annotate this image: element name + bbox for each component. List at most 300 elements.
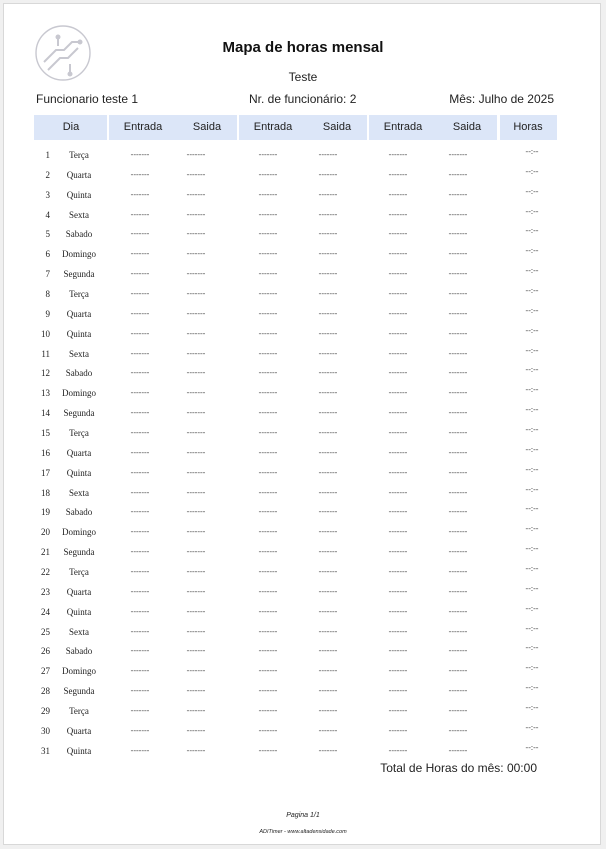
footer-credit: ADITimer - www.altadensidade.com <box>259 829 347 835</box>
time-cell: ------- <box>448 229 468 239</box>
day-number: 6 <box>45 249 50 260</box>
time-cell: ------- <box>318 567 338 577</box>
time-cell: ------- <box>318 606 338 616</box>
time-cell: ------- <box>318 289 338 299</box>
time-cell: ------- <box>448 408 468 418</box>
time-cell: ------- <box>186 606 206 616</box>
hours-cell: --:-- <box>525 544 539 554</box>
header-day <box>34 115 107 140</box>
time-cell: ------- <box>448 606 468 616</box>
time-cell: ------- <box>318 169 338 179</box>
table-row <box>4 583 602 603</box>
time-cell: ------- <box>318 428 338 438</box>
month-label: Mês: Julho de 2025 <box>449 92 554 106</box>
table-row <box>4 424 602 444</box>
weekday: Quarta <box>66 447 92 458</box>
time-cell: ------- <box>258 150 278 159</box>
day-number: 23 <box>41 586 50 597</box>
time-cell: ------- <box>448 428 468 438</box>
header-label: Dia <box>62 121 80 133</box>
weekday: Terça <box>69 706 89 717</box>
day-number: 18 <box>41 487 50 498</box>
table-row <box>4 146 602 166</box>
hours-cell: --:-- <box>525 286 539 296</box>
time-cell: ------- <box>186 169 206 179</box>
table-row <box>4 345 602 365</box>
time-cell: ------- <box>318 328 338 338</box>
time-cell: ------- <box>388 447 408 457</box>
weekday: Sexta <box>69 626 89 637</box>
day-number: 16 <box>41 447 50 458</box>
time-cell: ------- <box>130 229 150 239</box>
time-cell: ------- <box>448 269 468 279</box>
time-cell: ------- <box>388 606 408 616</box>
table-row <box>4 404 602 424</box>
time-cell: ------- <box>388 269 408 279</box>
time-cell: ------- <box>388 507 408 517</box>
time-cell: ------- <box>388 368 408 378</box>
weekday: Terça <box>69 567 89 578</box>
hours-cell: --:-- <box>525 345 539 355</box>
table-row <box>4 742 602 762</box>
time-cell: ------- <box>258 348 278 358</box>
table-row <box>4 662 602 682</box>
time-cell: ------- <box>258 527 278 537</box>
time-cell: ------- <box>130 328 150 338</box>
time-cell: ------- <box>186 150 206 159</box>
header-label: Saida <box>322 121 352 133</box>
time-cell: ------- <box>388 408 408 418</box>
weekday: Segunda <box>63 686 95 697</box>
time-cell: ------- <box>258 189 278 199</box>
time-cell: ------- <box>258 308 278 318</box>
weekday: Quinta <box>66 606 92 617</box>
time-cell: ------- <box>130 507 150 517</box>
day-number: 5 <box>45 229 50 240</box>
time-cell: ------- <box>130 725 150 735</box>
time-cell: ------- <box>186 586 206 596</box>
table-row <box>4 325 602 345</box>
time-cell: ------- <box>388 527 408 537</box>
day-number: 9 <box>45 308 50 319</box>
hours-cell: --:-- <box>525 524 539 534</box>
time-cell: ------- <box>448 348 468 358</box>
time-cell: ------- <box>186 308 206 318</box>
time-cell: ------- <box>388 467 408 477</box>
time-cell: ------- <box>318 368 338 378</box>
table-row <box>4 166 602 186</box>
time-cell: ------- <box>186 626 206 636</box>
header-hours <box>500 115 557 140</box>
time-cell: ------- <box>186 686 206 696</box>
time-cell: ------- <box>258 606 278 616</box>
time-cell: ------- <box>258 428 278 438</box>
time-cell: ------- <box>130 209 150 219</box>
table-row <box>4 305 602 325</box>
time-cell: ------- <box>388 725 408 735</box>
time-cell: ------- <box>186 249 206 259</box>
time-cell: ------- <box>388 626 408 636</box>
time-cell: ------- <box>448 308 468 318</box>
weekday: Sexta <box>69 487 89 498</box>
time-cell: ------- <box>258 467 278 477</box>
time-cell: ------- <box>258 745 278 755</box>
hours-cell: --:-- <box>525 206 539 216</box>
time-cell: ------- <box>388 348 408 358</box>
document-subtitle: Teste <box>288 70 318 84</box>
time-cell: ------- <box>448 725 468 735</box>
time-cell: ------- <box>130 567 150 577</box>
time-cell: ------- <box>318 646 338 656</box>
time-cell: ------- <box>258 666 278 676</box>
time-cell: ------- <box>448 150 468 159</box>
hours-cell: --:-- <box>525 464 539 474</box>
time-cell: ------- <box>318 467 338 477</box>
time-cell: ------- <box>258 388 278 398</box>
time-cell: ------- <box>186 467 206 477</box>
time-cell: ------- <box>186 507 206 517</box>
time-cell: ------- <box>388 567 408 577</box>
day-number: 3 <box>45 189 50 200</box>
time-cell: ------- <box>448 209 468 219</box>
time-cell: ------- <box>318 626 338 636</box>
weekday: Domingo <box>61 527 96 538</box>
weekday: Segunda <box>63 269 95 280</box>
time-cell: ------- <box>258 169 278 179</box>
hours-cell: --:-- <box>525 623 539 633</box>
time-cell: ------- <box>186 706 206 716</box>
header-label: Entrada <box>253 121 293 133</box>
table-row <box>4 503 602 523</box>
table-row <box>4 642 602 662</box>
hours-cell: --:-- <box>525 325 539 335</box>
time-cell: ------- <box>388 209 408 219</box>
time-cell: ------- <box>448 586 468 596</box>
document-title: Mapa de horas mensal <box>222 39 384 56</box>
time-cell: ------- <box>130 249 150 259</box>
time-cell: ------- <box>258 229 278 239</box>
day-number: 11 <box>41 348 50 359</box>
time-cell: ------- <box>388 686 408 696</box>
weekday: Quarta <box>66 308 92 319</box>
time-cell: ------- <box>318 706 338 716</box>
time-cell: ------- <box>448 626 468 636</box>
time-cell: ------- <box>448 189 468 199</box>
time-cell: ------- <box>318 447 338 457</box>
weekday: Terça <box>69 289 89 300</box>
time-cell: ------- <box>130 467 150 477</box>
table-row <box>4 225 602 245</box>
time-cell: ------- <box>388 328 408 338</box>
weekday: Domingo <box>61 666 96 677</box>
day-number: 21 <box>41 547 50 558</box>
table-row <box>4 563 602 583</box>
time-cell: ------- <box>186 547 206 557</box>
time-cell: ------- <box>130 527 150 537</box>
table-row <box>4 285 602 305</box>
time-cell: ------- <box>448 388 468 398</box>
hours-cell: --:-- <box>525 186 539 196</box>
time-cell: ------- <box>186 745 206 755</box>
day-number: 26 <box>41 646 50 657</box>
weekday: Quarta <box>66 169 92 180</box>
time-cell: ------- <box>186 428 206 438</box>
time-cell: ------- <box>448 169 468 179</box>
time-cell: ------- <box>318 189 338 199</box>
time-cell: ------- <box>186 289 206 299</box>
time-cell: ------- <box>258 686 278 696</box>
time-cell: ------- <box>388 666 408 676</box>
weekday: Terça <box>69 428 89 439</box>
hours-cell: --:-- <box>525 365 539 375</box>
day-number: 17 <box>41 467 50 478</box>
time-cell: ------- <box>388 586 408 596</box>
weekday: Domingo <box>61 249 96 260</box>
hours-cell: --:-- <box>525 583 539 593</box>
time-cell: ------- <box>130 745 150 755</box>
time-cell: ------- <box>318 527 338 537</box>
time-cell: ------- <box>186 666 206 676</box>
time-cell: ------- <box>130 646 150 656</box>
time-cell: ------- <box>448 507 468 517</box>
day-number: 10 <box>41 328 50 339</box>
day-number: 24 <box>41 606 50 617</box>
day-number: 31 <box>41 745 50 756</box>
time-cell: ------- <box>388 745 408 755</box>
day-number: 1 <box>45 150 50 160</box>
header-label: Entrada <box>123 121 163 133</box>
header-pair-2 <box>239 115 367 140</box>
hours-cell: --:-- <box>525 385 539 395</box>
hours-cell: --:-- <box>525 425 539 435</box>
hours-cell: --:-- <box>525 564 539 574</box>
hours-cell: --:-- <box>525 226 539 236</box>
hours-cell: --:-- <box>525 444 539 454</box>
time-cell: ------- <box>186 229 206 239</box>
time-cell: ------- <box>388 249 408 259</box>
time-cell: ------- <box>318 388 338 398</box>
table-row <box>4 543 602 563</box>
time-cell: ------- <box>318 308 338 318</box>
time-cell: ------- <box>130 388 150 398</box>
time-cell: ------- <box>448 567 468 577</box>
hours-cell: --:-- <box>525 603 539 613</box>
time-cell: ------- <box>258 567 278 577</box>
table-row <box>4 364 602 384</box>
time-cell: ------- <box>130 308 150 318</box>
time-cell: ------- <box>130 666 150 676</box>
time-cell: ------- <box>258 368 278 378</box>
day-number: 20 <box>41 527 50 538</box>
hours-cell: --:-- <box>525 305 539 315</box>
table-row <box>4 603 602 623</box>
time-cell: ------- <box>318 150 338 159</box>
table-row <box>4 722 602 742</box>
day-number: 28 <box>41 686 50 697</box>
time-cell: ------- <box>130 447 150 457</box>
time-cell: ------- <box>186 388 206 398</box>
time-cell: ------- <box>130 408 150 418</box>
time-cell: ------- <box>388 189 408 199</box>
time-cell: ------- <box>258 408 278 418</box>
header-label: Saida <box>452 121 482 133</box>
weekday: Sabado <box>65 507 93 518</box>
day-number: 25 <box>41 626 50 637</box>
hours-cell: --:-- <box>525 703 539 713</box>
day-number: 14 <box>41 408 50 419</box>
weekday: Quinta <box>66 328 92 339</box>
time-cell: ------- <box>186 209 206 219</box>
weekday: Sexta <box>69 348 89 359</box>
time-cell: ------- <box>448 467 468 477</box>
time-cell: ------- <box>448 249 468 259</box>
time-cell: ------- <box>130 686 150 696</box>
day-number: 7 <box>45 269 50 280</box>
time-cell: ------- <box>130 269 150 279</box>
table-row <box>4 464 602 484</box>
employee-name: Funcionario teste 1 <box>36 92 139 106</box>
time-cell: ------- <box>448 527 468 537</box>
time-cell: ------- <box>388 428 408 438</box>
day-number: 8 <box>45 289 50 300</box>
time-cell: ------- <box>388 229 408 239</box>
time-cell: ------- <box>258 269 278 279</box>
day-number: 15 <box>41 428 50 439</box>
table-row <box>4 702 602 722</box>
time-cell: ------- <box>130 428 150 438</box>
time-cell: ------- <box>318 487 338 497</box>
time-cell: ------- <box>130 706 150 716</box>
time-cell: ------- <box>448 447 468 457</box>
day-number: 29 <box>41 706 50 717</box>
day-number: 13 <box>41 388 50 399</box>
hours-cell: --:-- <box>525 683 539 693</box>
time-cell: ------- <box>130 169 150 179</box>
weekday: Quarta <box>66 725 92 736</box>
time-cell: ------- <box>318 507 338 517</box>
hours-cell: --:-- <box>525 504 539 514</box>
header-pair-1 <box>109 115 237 140</box>
weekday: Sabado <box>65 368 93 379</box>
table-row <box>4 444 602 464</box>
time-cell: ------- <box>388 388 408 398</box>
table-row <box>4 206 602 226</box>
time-cell: ------- <box>258 328 278 338</box>
time-cell: ------- <box>448 706 468 716</box>
hours-table-body <box>4 146 602 762</box>
time-cell: ------- <box>130 606 150 616</box>
time-cell: ------- <box>318 249 338 259</box>
time-cell: ------- <box>186 189 206 199</box>
time-cell: ------- <box>130 487 150 497</box>
time-cell: ------- <box>388 547 408 557</box>
time-cell: ------- <box>448 745 468 755</box>
time-cell: ------- <box>448 666 468 676</box>
time-cell: ------- <box>318 725 338 735</box>
time-cell: ------- <box>318 586 338 596</box>
time-cell: ------- <box>318 686 338 696</box>
weekday: Terça <box>69 150 89 160</box>
time-cell: ------- <box>130 547 150 557</box>
time-cell: ------- <box>388 150 408 159</box>
time-cell: ------- <box>388 487 408 497</box>
time-cell: ------- <box>318 408 338 418</box>
table-row <box>4 682 602 702</box>
time-cell: ------- <box>186 447 206 457</box>
table-row <box>4 523 602 543</box>
day-number: 27 <box>41 666 50 677</box>
time-cell: ------- <box>258 646 278 656</box>
weekday: Segunda <box>63 547 95 558</box>
time-cell: ------- <box>448 646 468 656</box>
time-cell: ------- <box>186 527 206 537</box>
time-cell: ------- <box>448 289 468 299</box>
hours-cell: --:-- <box>525 643 539 653</box>
weekday: Sabado <box>65 229 93 240</box>
hours-cell: --:-- <box>525 663 539 673</box>
time-cell: ------- <box>318 547 338 557</box>
table-row <box>4 265 602 285</box>
table-row <box>4 245 602 265</box>
weekday: Segunda <box>63 408 95 419</box>
day-number: 4 <box>45 209 50 220</box>
weekday: Quinta <box>66 189 92 200</box>
day-number: 22 <box>41 567 50 578</box>
time-cell: ------- <box>258 487 278 497</box>
time-cell: ------- <box>258 209 278 219</box>
time-cell: ------- <box>258 249 278 259</box>
time-cell: ------- <box>258 547 278 557</box>
time-cell: ------- <box>258 586 278 596</box>
time-cell: ------- <box>186 567 206 577</box>
time-cell: ------- <box>186 269 206 279</box>
time-cell: ------- <box>186 725 206 735</box>
time-cell: ------- <box>448 487 468 497</box>
hours-cell: --:-- <box>525 246 539 256</box>
time-cell: ------- <box>186 646 206 656</box>
weekday: Domingo <box>61 388 96 399</box>
document-page <box>3 3 601 845</box>
hours-cell: --:-- <box>525 484 539 494</box>
time-cell: ------- <box>258 507 278 517</box>
time-cell: ------- <box>130 150 150 159</box>
time-cell: ------- <box>448 328 468 338</box>
time-cell: ------- <box>388 169 408 179</box>
day-number: 12 <box>41 368 50 379</box>
day-number: 30 <box>41 725 50 736</box>
day-number: 2 <box>45 169 50 180</box>
time-cell: ------- <box>186 348 206 358</box>
time-cell: ------- <box>258 626 278 636</box>
total-hours: Total de Horas do mês: 00:00 <box>380 761 537 775</box>
time-cell: ------- <box>130 368 150 378</box>
page-number: Pagina 1/1 <box>286 812 320 819</box>
table-row <box>4 384 602 404</box>
header-pair-3 <box>369 115 497 140</box>
time-cell: ------- <box>388 289 408 299</box>
time-cell: ------- <box>388 706 408 716</box>
table-row <box>4 186 602 206</box>
time-cell: ------- <box>258 447 278 457</box>
time-cell: ------- <box>318 348 338 358</box>
time-cell: ------- <box>130 189 150 199</box>
weekday: Quarta <box>66 586 92 597</box>
time-cell: ------- <box>258 706 278 716</box>
time-cell: ------- <box>318 666 338 676</box>
time-cell: ------- <box>258 725 278 735</box>
time-cell: ------- <box>186 368 206 378</box>
time-cell: ------- <box>318 229 338 239</box>
